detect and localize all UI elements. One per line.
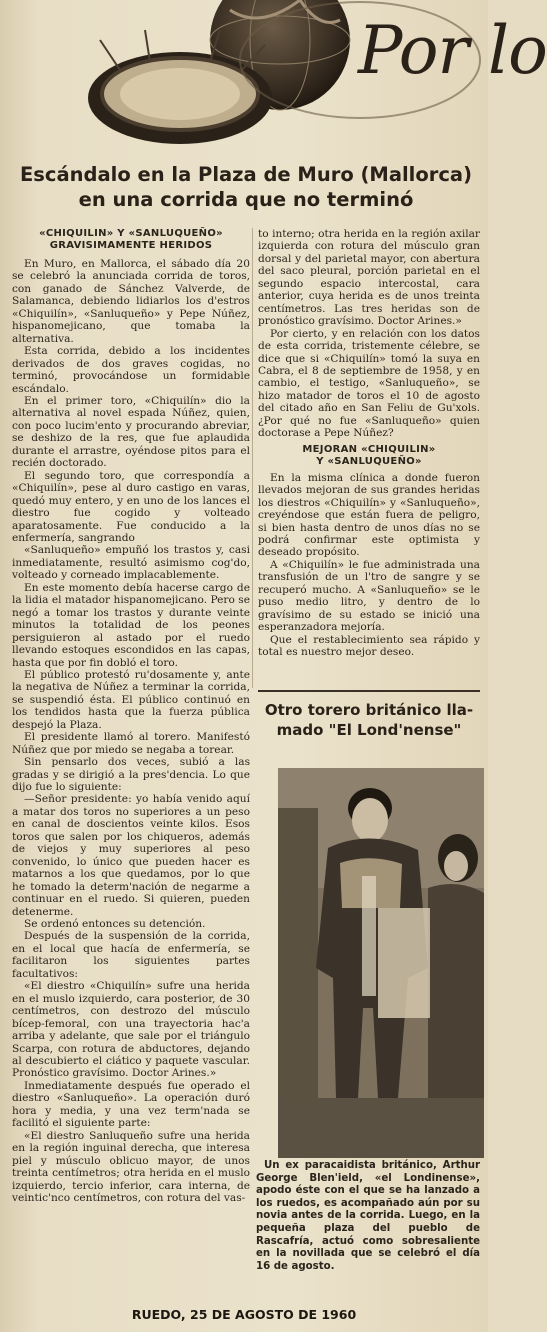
photo-caption bbox=[256, 1160, 480, 1273]
article-paragraph: Por cierto, y en relación con los datos de esta corrida, tristemente célebre, se dice que si «Chiquilín» tomó la suya en Cabra, el 8 de septiembre de 1958, y en cambio, el testigo, «Sanluqueño», se hizo matador de toros el 10 de agosto del citado año en San Feliu de Gu'xols. ¿Por qué no fue «Sanluqueño» quien doctorase a Pepe Núñez? bbox=[258, 327, 480, 440]
article-paragraph: «El diestro Sanluqueño sufre una herida en la región inguinal derecha, que interesa piel y músculo oblicuo mayor, de unos treinta centímetros; otra herida en el muslo izquierdo, tercio inferior, cara interna, de veintic'nco centímetros, con rotura del vas- bbox=[12, 1129, 250, 1204]
article-paragraph: Sin pensarlo dos veces, subió a las gradas y se dirigió a la pres'dencia. Lo que dijo fue lo siguiente: bbox=[12, 756, 250, 794]
article-paragraph: En el primer toro, «Chiquilín» dio la alternativa al novel espada Núñez, quien, con poco lucim'ento y procurando abreviar, se deshizo de la res, que fue aplaudida durante el arrastre, oyéndose pitos para el recién doctorado. bbox=[12, 394, 250, 470]
article-paragraph: A «Chiquilín» le fue administrada una transfusión de un l'tro de sangre y se recuperó mucho. A «Sanluqueño» se le puso medio litro, y dentro de lo gravísimo de su estado se inició una esperanzadora mejoría. bbox=[258, 558, 480, 634]
section-title: Por lo bbox=[358, 12, 547, 89]
article-paragraph: Esta corrida, debido a los incidentes derivados de dos graves cogidas, no terminó, provocándose un formidable escándalo. bbox=[12, 345, 250, 395]
headline-line-1: Escándalo en la Plaza de Muro (Mallorca) bbox=[19, 163, 473, 186]
article-paragraph: Que el restablecimiento sea rápido y total es nuestro mejor deseo. bbox=[258, 633, 480, 659]
article-paragraph: «Sanluqueño» empuñó los trastos y, casi inmediatamente, resultó asimismo cog'do, volteado y corneado implacablemente. bbox=[12, 544, 250, 582]
article-paragraph: —Señor presidente: yo había venido aquí a matar dos toros no superiores a un peso en canal de doscientos veinte kilos. Esos toros que salen por los chiqueros, además de viejos y muy superiores al peso convenido, lo único que pueden hacer es matarnos a los que quedamos, por lo que he tomado la determ'nación de negarme a continuar en el ruedo. Si quieren, pueden detenerme. bbox=[12, 793, 250, 918]
section-banner bbox=[60, 0, 547, 160]
section-rule bbox=[258, 690, 480, 692]
subheading: Y «SANLUQUEÑO» bbox=[316, 455, 422, 467]
page-footer: RUEDO, 25 DE AGOSTO DE 1960 bbox=[131, 1307, 357, 1322]
article-paragraph: En Muro, en Mallorca, el sábado día 20 se celebró la anunciada corrida de toros, con ganado de Sánchez Valverde, de Salamanca, debiendo lidiarlos los d'estros «Chiquilín», «Sanluqueño» y Pepe Núñez, hispanomejicano, que tomaba la alternativa. bbox=[12, 258, 250, 345]
article-paragraph: Se ordenó entonces su detención. bbox=[24, 918, 206, 931]
subheading: «CHIQUILIN» Y «SANLUQUEÑO» bbox=[39, 228, 223, 239]
article-paragraph: El público protestó ru'dosamente y, ante la negativa de Núñez a terminar la corrida, se suspendió ésta. El público continuó en los tendidos hasta que la fuerza pública despejó la Plaza. bbox=[12, 668, 250, 731]
subheading: MEJORAN «CHIQUILIN» bbox=[302, 443, 436, 455]
second-headline-line-2: mado "El Lond'nense" bbox=[276, 721, 462, 739]
second-headline-line-1: Otro torero británico lla- bbox=[264, 701, 474, 719]
article-paragraph: En este momento debía hacerse cargo de la lidia el matador hispanomejicano. Pero se negó a tomar los trastos y durante veinte minutos la totalidad de los peones persiguieron al astado por el ruedo llevando estoques escondidos en las capas, hasta que por fin dobló el toro. bbox=[12, 581, 250, 669]
bullfighter-photo bbox=[278, 768, 484, 1158]
article-paragraph: «El diestro «Chiquilín» sufre una herida en el muslo izquierdo, cara posterior, de 30 centímetros, con destrozo del músculo bícep-femoral, con una trayectoria hac'a arriba y adelante, que sale por el triángulo Scarpa, con rotura de abductores, dejando al descubierto el ciático y paquete vascular. Pronóstico gravísimo. Doctor Arines.» bbox=[12, 980, 250, 1080]
photo-illustration bbox=[278, 768, 484, 1158]
column-divider bbox=[252, 228, 253, 688]
article-paragraph: Después de la suspensión de la corrida, en el local que hacía de enfermería, se facilitaron los siguientes partes facultativos: bbox=[12, 930, 250, 980]
right-column bbox=[258, 228, 480, 659]
caption-text: Un ex paracaidista británico, Arthur George Blen'ield, «el Londinense», apodo éste con el que se ha lanzado a los ruedos, es acompañado aún por su novia antes de la corrida. Luego, en la pequeña plaza del pueblo de Rascafría, actuó como sobresaliente en la novillada que se celebró el día 16 de agosto. bbox=[256, 1160, 480, 1272]
article-paragraph: to interno; otra herida en la región axilar izquierda con rotura del músculo gran dorsal y del parietal mayor, con abertura del saco pleural, porción parietal en el segundo espacio intercostal, cara anterior, cuya herida es de unos treinta centímetros. Las tres heridas son de pronóstico gravísimo. Doctor Arines.» bbox=[258, 228, 480, 328]
article-paragraph: El presidente llamó al torero. Manifestó Núñez que por miedo se negaba a torear. bbox=[12, 731, 250, 756]
headline-line-2: en una corrida que no terminó bbox=[78, 188, 414, 211]
second-headline bbox=[258, 700, 480, 740]
article-paragraph: En la misma clínica a donde fueron llevados mejoran de sus grandes heridas los diestros «Chiquilín» y «Sanluqueño», creyéndose que están fuera de peligro, si bien hasta dentro de unos días no se podrá confirmar este optimista y deseado propósito. bbox=[258, 471, 480, 559]
left-column bbox=[12, 228, 250, 1204]
subheading: GRAVISIMAMENTE HERIDOS bbox=[49, 240, 213, 251]
article-paragraph: Inmediatamente después fue operado el diestro «Sanluqueño». La operación duró hora y media, y una vez term'nada se facilitó el siguiente parte: bbox=[12, 1079, 250, 1130]
main-headline bbox=[18, 162, 474, 212]
article-paragraph: El segundo toro, que correspondía a «Chiquilín», pese al duro castigo en varas, quedó muy entero, y en uno de los lances el diestro fue cogido y volteado aparatosamente. Fue conducido a la enfermería, sangrando bbox=[12, 469, 250, 544]
